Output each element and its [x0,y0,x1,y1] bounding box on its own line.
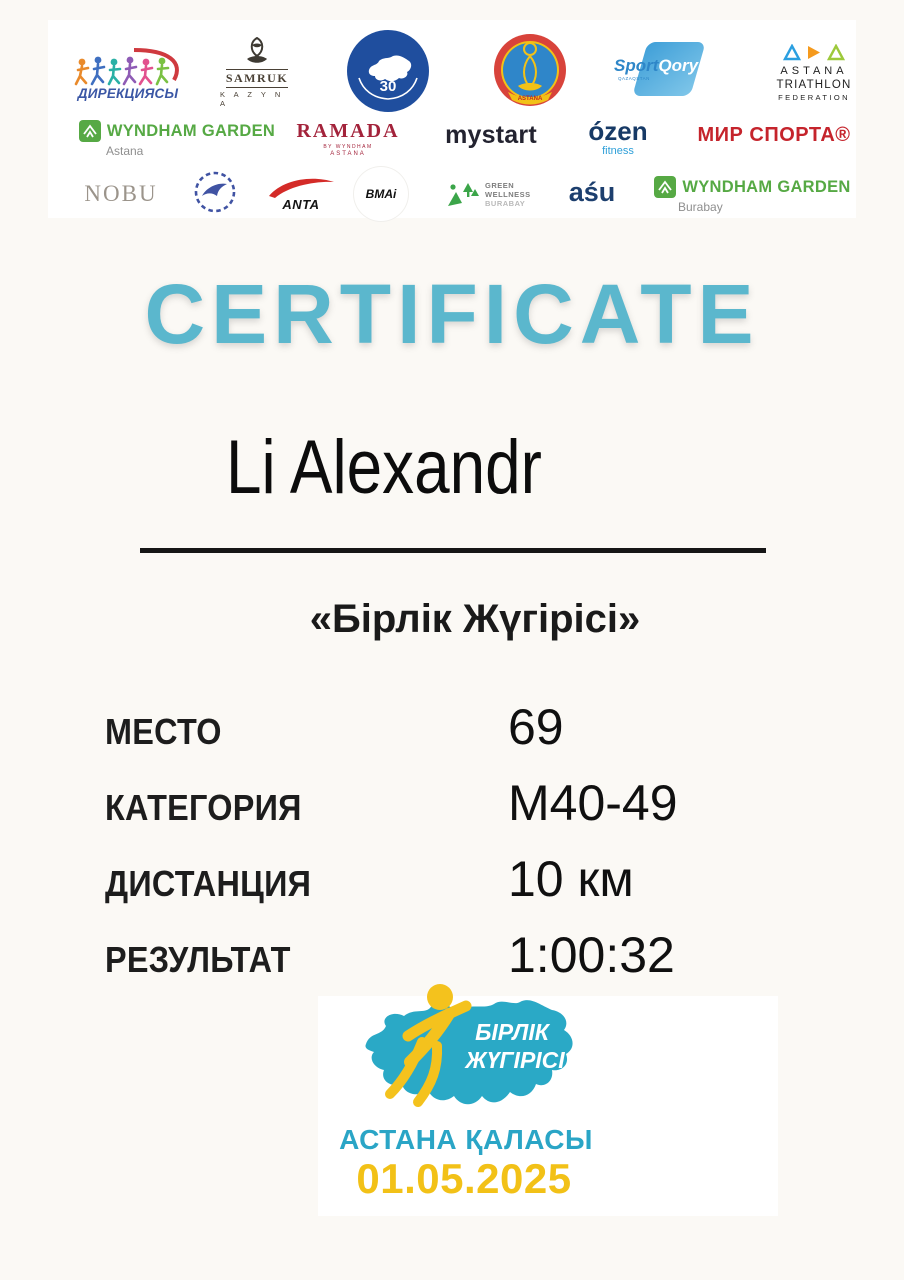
logo-anta [262,168,340,218]
samruk-emblem-icon [244,37,270,69]
wyndham-astana-city: Astana [106,144,144,158]
event-logo-line1: БІРЛІК [475,1019,549,1045]
logo-mir-sporta [696,118,852,152]
sportqory-part2: Qory [658,56,699,75]
blue-circle-emblem-icon [347,30,429,112]
logo-ozen-fitness [576,110,660,164]
green-wellness-line1: GREEN [485,180,515,190]
wyndham-astana-label: WYNDHAM GARDEN [106,121,276,140]
logo-bmai [350,166,412,222]
field-row-place [105,700,805,762]
mir-sporta-label: МИР СПОРТА® [697,123,851,146]
category-value: M40-49 [508,775,678,831]
logo-nobu [82,172,160,216]
ramada-label: RAMADA [296,119,400,142]
triathlon-line1: ASTANA [780,65,848,77]
anniversary-number: 30 [379,78,397,95]
wyndham-burabay-label: WYNDHAM GARDEN [682,177,851,196]
ramada-sub2: ASTANA [330,150,366,157]
event-logo-line2: ЖҮГІРІСІ [465,1047,565,1073]
recipient-name: Li Alexandr [226,425,542,510]
logo-wyndham-garden-astana [78,112,276,166]
logo-direkciyasy [66,36,190,110]
kazyna-label: K A Z Y N A [220,89,284,108]
logo-ramada [296,112,400,164]
place-label: МЕСТО [105,711,222,752]
logo-astana-emblem [488,32,572,110]
mystart-label: mystart [445,120,537,149]
green-wellness-line3: BURABAY [485,198,526,208]
astana-banner-text: ASTANA [517,96,543,102]
footer-city: АСТАНА ҚАЛАСЫ [339,1124,593,1155]
name-underline [140,548,766,553]
logo-samruk-kazyna [220,32,294,112]
logo-astana-triathlon [770,34,858,112]
samruk-label: SAMRUK [226,69,288,88]
joma-bird-icon [192,169,238,215]
category-label: КАТЕГОРИЯ [105,787,302,828]
event-logo [352,982,582,1119]
wyndham-garden-icon [654,176,676,198]
kazakhstan-map-runner-icon [352,982,582,1114]
triathlon-triangles-icon [783,44,845,61]
ramada-sub1: BY WYNDHAM [323,143,373,150]
certificate-title: CERTIFICATE [144,267,760,361]
bmai-circle-icon [354,167,408,221]
wyndham-burabay-city: Burabay [678,200,723,214]
field-row-result [105,928,805,990]
result-label: РЕЗУЛЬТАТ [105,939,291,980]
event-name: «Бірлік Жүгірісі» [309,597,641,641]
field-row-category [105,776,805,838]
astana-city-emblem-icon [490,32,570,110]
bmai-label: BMAi [365,187,397,201]
distance-label: ДИСТАНЦИЯ [105,863,312,904]
green-wellness-line2: WELLNESS [485,189,531,199]
place-value: 69 [508,699,564,755]
wyndham-garden-icon [79,120,101,142]
ozen-label: ózen [588,115,648,146]
logo-joma [190,168,240,216]
asu-label: aśu [568,176,616,207]
anta-label: ANTA [282,197,320,212]
green-wellness-trees-icon [446,179,480,209]
logo-mystart [436,114,546,156]
logo-anniversary-30 [344,30,432,112]
sportqory-sub-label: QAZAQSTAN [618,76,650,81]
sportqory-part1: Sport [614,56,659,75]
nobu-label: NOBU [84,181,158,206]
field-row-distance [105,852,805,914]
logo-asu [560,170,624,214]
kazakhstan-map-white-icon [347,30,429,112]
triathlon-line2: TRIATHLON [776,79,852,91]
logo-wyndham-garden-burabay [650,170,855,220]
logo-green-wellness [446,172,554,216]
footer-date: 01.05.2025 [356,1155,572,1202]
sportqory-label [614,56,698,76]
logo-sportqory [612,40,714,102]
triathlon-line3: FEDERATION [778,93,850,102]
distance-value: 10 км [508,851,634,907]
ozen-sub-label: fitness [602,144,634,157]
result-value: 1:00:32 [508,927,675,983]
direkciyasy-label: ДИРЕКЦИЯСЫ [77,85,179,101]
